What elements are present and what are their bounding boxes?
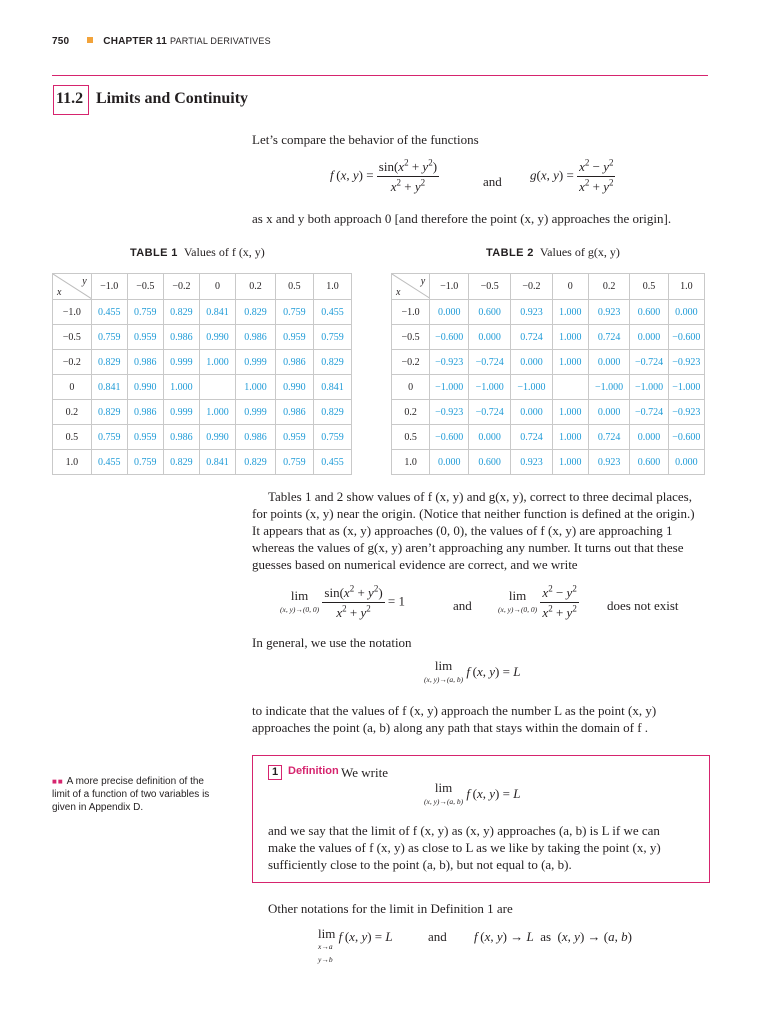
table-row <box>53 400 352 425</box>
table-cell: 0.000 <box>430 300 469 325</box>
table-cell: 0.986 <box>127 350 163 375</box>
table-cell: 0.923 <box>511 450 553 475</box>
table-cell: −0.600 <box>430 325 469 350</box>
table-cell: 0.600 <box>469 450 511 475</box>
alt-notation-2: f (x, y) → L as (x, y) → (a, b) <box>474 929 632 944</box>
table-cell: 0.841 <box>91 375 127 400</box>
table-cell: −1.000 <box>469 375 511 400</box>
table-row <box>392 425 705 450</box>
table2-label: TABLE 2 <box>486 247 534 259</box>
table-cell: 0.724 <box>511 425 553 450</box>
table-cell <box>199 375 235 400</box>
x-axis-label: x <box>396 287 401 298</box>
column-header: 1.0 <box>313 274 351 300</box>
we-write-text: We write <box>341 765 388 780</box>
table-cell <box>552 375 588 400</box>
table-cell: 0.959 <box>275 325 313 350</box>
table-cell: 0.759 <box>127 300 163 325</box>
para1-line: guesses based on numerical evidence are correct, and we write <box>252 557 578 572</box>
definition-line: make the values of f (x, y) as close to L as we like by taking the point (x, y) <box>268 840 661 855</box>
table-cell: 0.759 <box>275 300 313 325</box>
table-cell: 0.986 <box>163 425 199 450</box>
and-word: and <box>428 929 447 944</box>
function-f-definition: f (x, y) = $\frac{\sin(x^2 + y^2)}{x^2 + y^2}$ <box>330 157 438 194</box>
table-cell: 0.759 <box>91 425 127 450</box>
table-cell: 1.000 <box>236 375 276 400</box>
function-g-definition: g(x, y) = $\frac{x^2 - y^2}{x^2 + y^2}$ <box>530 157 614 194</box>
table-cell: −1.000 <box>588 375 630 400</box>
general-notation-text: In general, we use the notation <box>252 635 412 650</box>
table-cell: 0.986 <box>127 400 163 425</box>
section-number: 11.2 <box>56 90 84 107</box>
alt-notation-1: lim x→a y→b f (x, y) = L <box>318 926 393 964</box>
column-header: 0.2 <box>588 274 630 300</box>
table-cell: 0.986 <box>236 325 276 350</box>
table-cell: 0.829 <box>91 350 127 375</box>
table-cell: −0.600 <box>668 425 704 450</box>
row-header: −0.2 <box>53 350 92 375</box>
table-cell: −1.000 <box>511 375 553 400</box>
table-row <box>53 350 352 375</box>
table-cell: −0.923 <box>430 350 469 375</box>
table-cell: 0.759 <box>275 450 313 475</box>
row-header: −0.5 <box>392 325 430 350</box>
y-axis-label: y <box>82 276 87 287</box>
table-cell: 0.759 <box>313 425 351 450</box>
table1-caption <box>130 245 265 260</box>
margin-dots-icon: ■■ <box>52 777 64 786</box>
table-cell: 0.923 <box>588 450 630 475</box>
table-cell: −1.000 <box>668 375 704 400</box>
table-row <box>53 375 352 400</box>
table-cell: 0.600 <box>630 300 668 325</box>
table1-caption-text: Values of f (x, y) <box>183 245 265 259</box>
table-cell: 1.000 <box>199 350 235 375</box>
table-cell: 0.999 <box>163 350 199 375</box>
indicate-paragraph <box>252 702 710 736</box>
table-cell: −1.000 <box>630 375 668 400</box>
para1-line: for points (x, y) near the origin. (Notice that neither function is defined at the origin.) <box>252 506 695 521</box>
table-cell: −0.724 <box>630 350 668 375</box>
table-cell: −0.923 <box>668 350 704 375</box>
row-header: 0.2 <box>392 400 430 425</box>
column-header: −0.2 <box>511 274 553 300</box>
table-cell: 1.000 <box>552 300 588 325</box>
square-bullet-icon <box>87 37 93 43</box>
table-cell: 0.959 <box>275 425 313 450</box>
table-cell: −1.000 <box>430 375 469 400</box>
para1-line: whereas the values of g(x, y) aren’t approaching any number. It turns out that these <box>252 540 684 555</box>
table-cell: 1.000 <box>552 350 588 375</box>
table-cell: 0.759 <box>91 325 127 350</box>
table-cell: 0.923 <box>511 300 553 325</box>
approach-text: as x and y both approach 0 [and therefore the point (x, y) approaches the origin]. <box>252 211 672 226</box>
table-cell: 1.000 <box>552 450 588 475</box>
row-header: −1.0 <box>53 300 92 325</box>
definition-text <box>268 822 704 873</box>
definition-label: Definition <box>288 765 339 777</box>
other-notations-text: Other notations for the limit in Definition 1 are <box>268 901 513 916</box>
table-cell: 0.999 <box>236 350 276 375</box>
row-header: 1.0 <box>53 450 92 475</box>
table-row <box>392 400 705 425</box>
running-header <box>52 36 271 47</box>
table-row <box>53 325 352 350</box>
row-header: 0 <box>392 375 430 400</box>
para1-line: Tables 1 and 2 show values of f (x, y) and g(x, y), correct to three decimal places, <box>268 489 692 504</box>
table-cell: 0.959 <box>127 425 163 450</box>
table-row <box>53 425 352 450</box>
table-cell: 0.829 <box>313 400 351 425</box>
column-header: 1.0 <box>668 274 704 300</box>
table-cell: 0.000 <box>588 400 630 425</box>
paragraph-tables <box>252 488 710 573</box>
table-cell: 0.990 <box>275 375 313 400</box>
column-header: 0.5 <box>630 274 668 300</box>
row-header: −1.0 <box>392 300 430 325</box>
table-cell: 0.986 <box>236 425 276 450</box>
y-axis-label: y <box>420 276 426 287</box>
row-header: −0.2 <box>392 350 430 375</box>
table-cell: 0.455 <box>313 450 351 475</box>
and-word: and <box>453 598 472 613</box>
definition-limit-equation: lim (x, y)→(a, b) f (x, y) = L <box>424 780 521 806</box>
margin-note <box>52 775 222 814</box>
row-header: 0.5 <box>53 425 92 450</box>
table-cell: −0.923 <box>430 400 469 425</box>
table1-values-f <box>52 273 352 475</box>
table-cell: 0.829 <box>236 300 276 325</box>
chapter-title: PARTIAL DERIVATIVES <box>169 36 271 46</box>
column-header: 0 <box>552 274 588 300</box>
table-cell: 0.000 <box>668 300 704 325</box>
table-cell: 0.600 <box>469 300 511 325</box>
general-limit-equation: lim (x, y)→(a, b) f (x, y) = L <box>424 658 521 684</box>
table-cell: 0.000 <box>668 450 704 475</box>
table-cell: −0.600 <box>668 325 704 350</box>
table2-caption-text: Values of g(x, y) <box>539 245 620 259</box>
table-cell: 1.000 <box>199 400 235 425</box>
table-cell: 0.990 <box>199 425 235 450</box>
table-cell: −0.724 <box>469 400 511 425</box>
table-cell: 0.990 <box>199 325 235 350</box>
table-cell: 0.759 <box>313 325 351 350</box>
table-cell: 0.841 <box>199 300 235 325</box>
column-header: 0 <box>199 274 235 300</box>
table-cell: 0.000 <box>430 450 469 475</box>
indicate-line: approaches the point (a, b) along any path that stays within the domain of f . <box>252 720 649 735</box>
intro-text: Let’s compare the behavior of the functions <box>252 132 479 147</box>
does-not-exist-text: does not exist <box>607 598 679 613</box>
and-word: and <box>483 174 502 189</box>
section-rule <box>52 75 708 76</box>
table-cell: 0.000 <box>469 425 511 450</box>
table-row <box>392 350 705 375</box>
table1-label: TABLE 1 <box>130 247 178 259</box>
table-cell: 0.724 <box>588 325 630 350</box>
table-cell: 0.724 <box>511 325 553 350</box>
x-axis-label: x <box>57 287 62 298</box>
table-cell: 0.759 <box>127 450 163 475</box>
column-header: −0.5 <box>469 274 511 300</box>
limit-g-equation: lim (x, y)→(0, 0) $\frac{x^2 - y^2}{x^2 + y^2}$ <box>498 583 577 620</box>
table-row <box>53 300 352 325</box>
table-cell: 0.000 <box>588 350 630 375</box>
table-cell: 0.829 <box>163 300 199 325</box>
table-cell: 0.999 <box>236 400 276 425</box>
table-cell: 0.999 <box>163 400 199 425</box>
table-cell: −0.600 <box>430 425 469 450</box>
page-number: 750 <box>52 36 70 47</box>
table-cell: 0.455 <box>313 300 351 325</box>
row-header: −0.5 <box>53 325 92 350</box>
column-header: −1.0 <box>430 274 469 300</box>
table-cell: 0.959 <box>127 325 163 350</box>
row-header: 0.5 <box>392 425 430 450</box>
table-row <box>392 375 705 400</box>
table-cell: 0.455 <box>91 450 127 475</box>
indicate-line: to indicate that the values of f (x, y) approach the number L as the point (x, y) <box>252 703 657 718</box>
row-header: 0.2 <box>53 400 92 425</box>
definition-line: and we say that the limit of f (x, y) as (x, y) approaches (a, b) is L if we can <box>268 823 660 838</box>
table-corner-header <box>392 274 430 300</box>
column-header: −0.5 <box>127 274 163 300</box>
table-cell: 0.829 <box>91 400 127 425</box>
table-cell: 1.000 <box>552 425 588 450</box>
table-cell: −0.724 <box>469 350 511 375</box>
table-cell: 0.841 <box>199 450 235 475</box>
table-cell: 0.986 <box>163 325 199 350</box>
table-cell: 1.000 <box>552 400 588 425</box>
chapter-label: CHAPTER 11 <box>103 36 167 47</box>
table-cell: 0.986 <box>275 400 313 425</box>
table-cell: 1.000 <box>163 375 199 400</box>
table-row <box>392 325 705 350</box>
column-header: −1.0 <box>91 274 127 300</box>
table-cell: 0.455 <box>91 300 127 325</box>
table-cell: −0.923 <box>668 400 704 425</box>
table-cell: 0.000 <box>511 400 553 425</box>
table-cell: 0.724 <box>588 425 630 450</box>
column-header: 0.2 <box>236 274 276 300</box>
table-cell: 0.990 <box>127 375 163 400</box>
definition-number: 1 <box>268 765 282 780</box>
table-cell: 0.000 <box>630 325 668 350</box>
row-header: 1.0 <box>392 450 430 475</box>
table2-values-g <box>391 273 705 475</box>
table-cell: 0.829 <box>236 450 276 475</box>
section-title: Limits and Continuity <box>96 90 249 107</box>
margin-note-text: A more precise definition of the limit of a function of two variables is given in Appendix D. <box>52 776 210 813</box>
table2-caption <box>486 245 620 260</box>
para1-line: It appears that as (x, y) approaches (0, 0), the values of f (x, y) are approaching 1 <box>252 523 673 538</box>
table-cell: 0.000 <box>469 325 511 350</box>
table-cell: 0.923 <box>588 300 630 325</box>
row-header: 0 <box>53 375 92 400</box>
table-row <box>53 450 352 475</box>
table-cell: 0.000 <box>630 425 668 450</box>
table-cell: 0.600 <box>630 450 668 475</box>
table-cell: 0.986 <box>275 350 313 375</box>
column-header: 0.5 <box>275 274 313 300</box>
table-cell: 1.000 <box>552 325 588 350</box>
table-row <box>392 300 705 325</box>
table-cell: 0.000 <box>511 350 553 375</box>
table-cell: −0.724 <box>630 400 668 425</box>
column-header: −0.2 <box>163 274 199 300</box>
table-cell: 0.841 <box>313 375 351 400</box>
limit-f-equation: lim (x, y)→(0, 0) $\frac{\sin(x^2 + y^2)}{x^2 + y^2}$ = 1 <box>280 583 405 620</box>
table-corner-header <box>53 274 92 300</box>
table-row <box>392 450 705 475</box>
definition-line: sufficiently close to the point (a, b), but not equal to (a, b). <box>268 857 572 872</box>
table-cell: 0.829 <box>163 450 199 475</box>
table-cell: 0.829 <box>313 350 351 375</box>
